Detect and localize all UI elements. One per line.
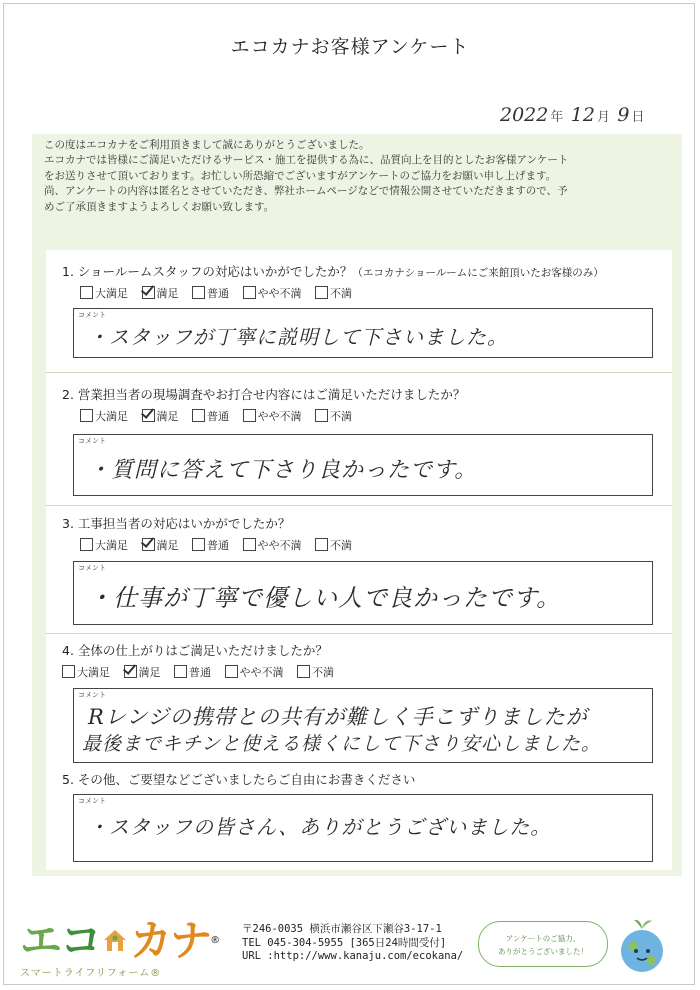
date-day: 9 bbox=[617, 104, 630, 126]
option-very-satisfied[interactable]: 大満足 bbox=[80, 537, 128, 553]
option-somewhat-dissatisfied[interactable]: やや不満 bbox=[243, 537, 302, 553]
intro-line: エコカナでは皆様にご満足いただけるサービス・施工を提供する為に、品質向上を目的としたお客様アンケート bbox=[44, 154, 569, 167]
checkbox-icon[interactable] bbox=[80, 409, 93, 422]
comment-label: コメント bbox=[78, 691, 106, 699]
logo-wordmark: エコ カナ® bbox=[20, 916, 219, 965]
question-4-options bbox=[62, 664, 344, 680]
option-satisfied[interactable]: 満足 bbox=[142, 537, 179, 553]
option-dissatisfied[interactable]: 不満 bbox=[315, 537, 352, 553]
option-dissatisfied[interactable]: 不満 bbox=[297, 664, 334, 680]
option-satisfied[interactable]: 満足 bbox=[142, 408, 179, 424]
question-1-subtitle: （エコカナショールームにご来館頂いたお客様のみ） bbox=[352, 267, 604, 279]
date-month-unit: 月 bbox=[596, 110, 610, 125]
divider bbox=[46, 633, 672, 634]
option-neutral[interactable]: 普通 bbox=[192, 408, 229, 424]
checkbox-icon[interactable] bbox=[192, 409, 205, 422]
option-somewhat-dissatisfied[interactable]: やや不満 bbox=[243, 408, 302, 424]
question-4-comment-box[interactable] bbox=[73, 688, 653, 763]
question-3-comment: ・仕事が丁寧で優しい人で良かったです。 bbox=[88, 584, 562, 612]
page-title: エコカナお客様アンケート bbox=[230, 36, 470, 58]
checkbox-icon[interactable] bbox=[225, 665, 238, 678]
question-5-comment-box[interactable] bbox=[73, 794, 653, 862]
question-1-title bbox=[62, 262, 604, 280]
question-3-comment-box[interactable] bbox=[73, 561, 653, 625]
question-2-options bbox=[80, 408, 362, 424]
thanks-bubble bbox=[478, 921, 608, 967]
checkbox-icon[interactable] bbox=[243, 409, 256, 422]
question-1-comment-box[interactable] bbox=[73, 308, 653, 358]
question-2-title: 2. 営業担当者の現場調査やお打合せ内容にはご満足いただけましたか？ bbox=[62, 387, 466, 402]
company-address bbox=[242, 923, 463, 964]
date-year-unit: 年 bbox=[550, 110, 564, 125]
option-satisfied[interactable]: 満足 bbox=[124, 664, 161, 680]
checkbox-icon[interactable] bbox=[62, 665, 75, 678]
question-3-options bbox=[80, 537, 362, 553]
option-dissatisfied[interactable]: 不満 bbox=[315, 408, 352, 424]
question-1-comment: ・スタッフが丁寧に説明して下さいました。 bbox=[88, 325, 508, 349]
intro-line: をお送りさせて頂いております。お忙しい所恐縮でございますがアンケートのご協力をお願い申し上げます。 bbox=[44, 169, 557, 182]
option-neutral[interactable]: 普通 bbox=[174, 664, 211, 680]
question-3-title: 3. 工事担当者の対応はいかがでしたか？ bbox=[62, 516, 291, 531]
option-satisfied[interactable]: 満足 bbox=[142, 285, 179, 301]
logo-subtitle: スマートライフリフォーム® bbox=[20, 968, 162, 979]
comment-label: コメント bbox=[78, 311, 106, 319]
comment-label: コメント bbox=[78, 564, 106, 572]
question-1-text: 1. ショールームスタッフの対応はいかがでしたか？ bbox=[62, 264, 353, 279]
divider bbox=[46, 372, 672, 373]
question-4-comment-line-1: Rレンジの携帯との共有が難しく手こずりましたが bbox=[88, 705, 588, 729]
ecokana-logo bbox=[20, 916, 219, 979]
globe-mascot-icon bbox=[612, 915, 672, 977]
checkbox-icon[interactable] bbox=[315, 286, 328, 299]
question-4-comment-line-2: 最後までキチンと使える様くにして下さり安心しました。 bbox=[82, 733, 602, 755]
checkbox-icon[interactable] bbox=[142, 286, 155, 299]
intro-text bbox=[44, 138, 674, 215]
bubble-line: ありがとうございました！ bbox=[498, 947, 588, 956]
checkbox-icon[interactable] bbox=[243, 286, 256, 299]
option-very-satisfied[interactable]: 大満足 bbox=[80, 285, 128, 301]
divider bbox=[46, 505, 672, 506]
checkbox-icon[interactable] bbox=[192, 286, 205, 299]
date-day-unit: 日 bbox=[631, 110, 645, 125]
checkbox-icon[interactable] bbox=[142, 409, 155, 422]
checkbox-icon[interactable] bbox=[174, 665, 187, 678]
question-1-options bbox=[80, 285, 362, 301]
checkbox-icon[interactable] bbox=[142, 538, 155, 551]
option-somewhat-dissatisfied[interactable]: やや不満 bbox=[243, 285, 302, 301]
checkbox-icon[interactable] bbox=[243, 538, 256, 551]
date bbox=[500, 104, 647, 126]
checkbox-icon[interactable] bbox=[80, 286, 93, 299]
question-2-comment: ・質問に答えて下さり良かったです。 bbox=[88, 458, 478, 483]
option-very-satisfied[interactable]: 大満足 bbox=[62, 664, 110, 680]
comment-label: コメント bbox=[78, 437, 106, 445]
date-year: 2022 bbox=[500, 104, 549, 126]
bubble-line: アンケートのご協力、 bbox=[505, 934, 581, 943]
question-5-title: 5. その他、ご要望などございましたらご自由にお書きください bbox=[62, 772, 416, 787]
option-very-satisfied[interactable]: 大満足 bbox=[80, 408, 128, 424]
question-4-title: 4. 全体の仕上がりはご満足いただけましたか？ bbox=[62, 643, 328, 658]
intro-line: めご了承頂きますようよろしくお願い致します。 bbox=[44, 200, 275, 213]
checkbox-icon[interactable] bbox=[315, 538, 328, 551]
question-2-comment-box[interactable] bbox=[73, 434, 653, 496]
address-line: 〒246-0035 横浜市瀬谷区下瀬谷3-17-1 bbox=[242, 923, 442, 935]
intro-line: この度はエコカナをご利用頂きまして誠にありがとうございました。 bbox=[44, 139, 370, 151]
option-neutral[interactable]: 普通 bbox=[192, 537, 229, 553]
option-neutral[interactable]: 普通 bbox=[192, 285, 229, 301]
comment-label: コメント bbox=[78, 797, 106, 805]
checkbox-icon[interactable] bbox=[315, 409, 328, 422]
house-icon bbox=[102, 927, 128, 953]
checkbox-icon[interactable] bbox=[297, 665, 310, 678]
option-somewhat-dissatisfied[interactable]: やや不満 bbox=[225, 664, 284, 680]
checkbox-icon[interactable] bbox=[80, 538, 93, 551]
intro-line: 尚、アンケートの内容は匿名とさせていただき、弊社ホームページなどで情報公開させていただきますので、予 bbox=[44, 185, 568, 198]
question-5-comment: ・スタッフの皆さん、ありがとうございました。 bbox=[88, 815, 552, 839]
option-dissatisfied[interactable]: 不満 bbox=[315, 285, 352, 301]
url-line[interactable]: URL :http://www.kanaju.com/ecokana/ bbox=[242, 950, 464, 962]
phone-line: TEL 045-304-5955 [365日24時間受付] bbox=[242, 936, 447, 949]
logo-mark: ® bbox=[210, 935, 219, 946]
checkbox-icon[interactable] bbox=[124, 665, 137, 678]
checkbox-icon[interactable] bbox=[192, 538, 205, 551]
date-month: 12 bbox=[570, 104, 595, 126]
